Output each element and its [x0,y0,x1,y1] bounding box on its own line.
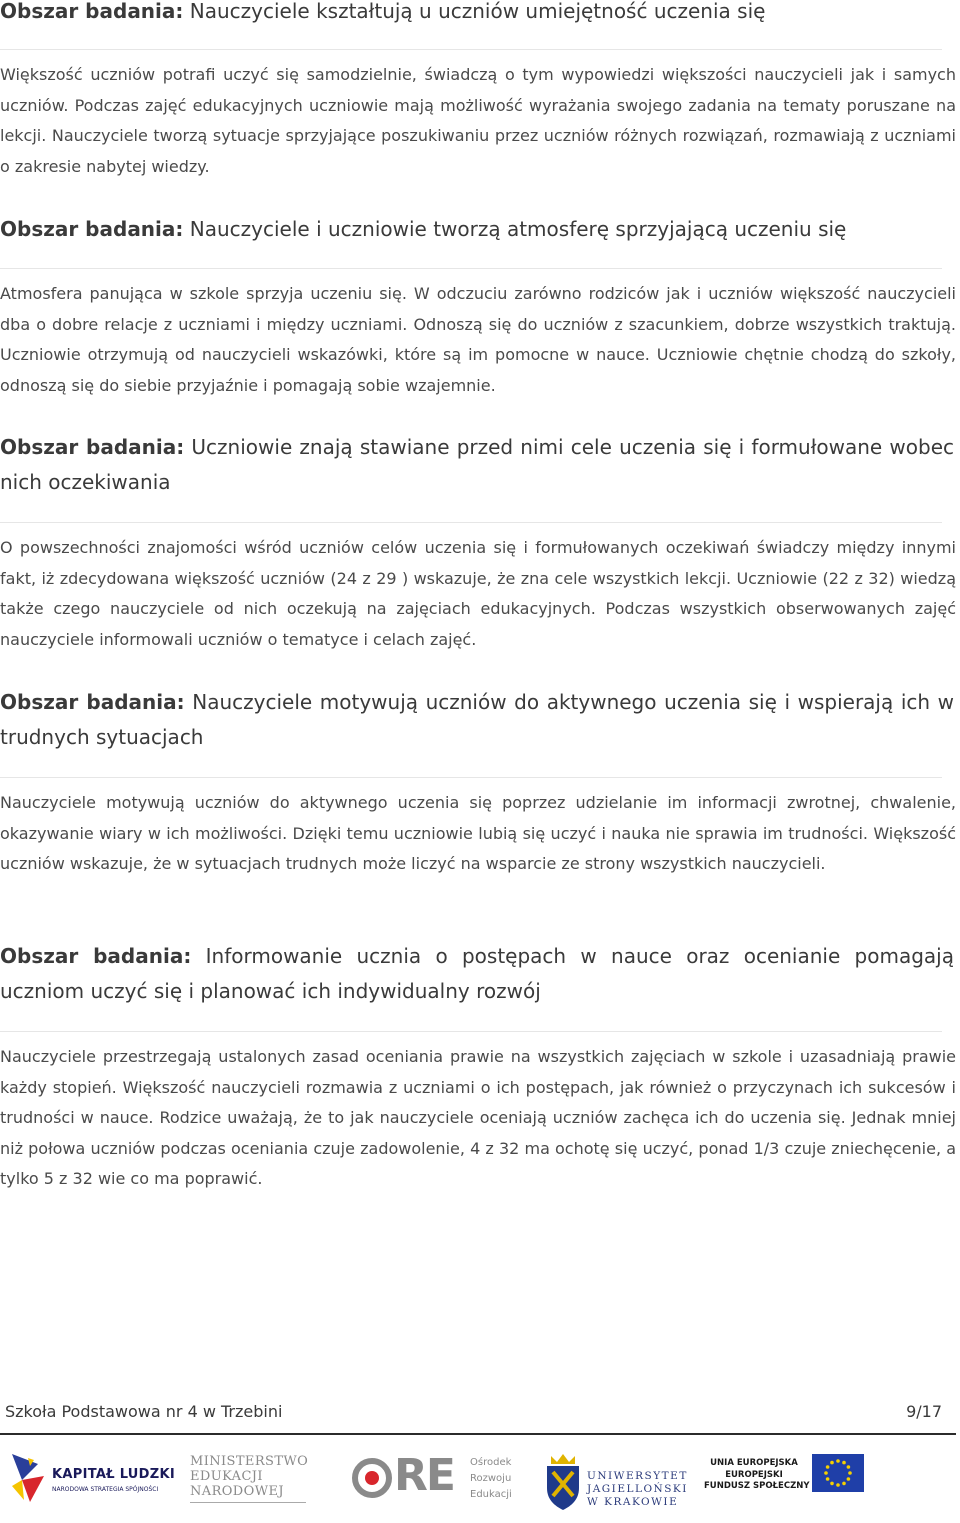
heading-title: Nauczyciele i uczniowie tworzą atmosferę sprzyjającą uczeniu się [189,217,847,241]
section-text: Nauczyciele motywują uczniów do aktywnego uczenia się poprzez udzielanie im informacji zwrotnej, chwalenie, okazywanie wiary w ich możliwości. Dzięki temu uczniowie lubią się uczyć i nauka nie sprawia im trudności. Większość uczniów wskazuje, że w sytuacjach trudnych może liczyć na wsparcie ze strony wszystkich nauczycieli. [0,793,956,873]
eu-line-3: FUNDUSZ SPOŁECZNY [704,1481,810,1491]
footer-divider [0,1433,956,1435]
men-logo [190,1440,310,1518]
uj-line-2: JAGIELLOŃSKI [587,1483,688,1495]
kapital-ludzki-title: KAPITAŁ LUDZKI [52,1467,175,1482]
footer-school-name: Szkoła Podstawowa nr 4 w Trzebini [5,1402,283,1421]
sponsor-logos [0,1440,960,1518]
ore-mark: RE [394,1450,454,1501]
eu-line-2: EUROPEJSKI [725,1470,783,1480]
uj-line-1: UNIWERSYTET [587,1470,688,1482]
ore-logo [350,1440,520,1518]
section-heading [0,939,958,1009]
heading-label: Obszar badania: [0,217,184,241]
section-text: O powszechności znajomości wśród uczniów celów uczenia się i formułowanych oczekiwań świadczy między innymi fakt, iż zdecydowana większość uczniów (24 z 29 ) wskazuje, że zna cele wszystkich lekcji. Uczniowie (22 z 32) wiedzą także czego nauczyciele od nich oczekują na zajęciach edukacyjnych. Podczas wszystkich obserwowanych zajęć nauczyciele informowali uczniów o tematyce i celach zajęć. [0,538,956,649]
heading-title: Nauczyciele motywują uczniów do aktywnego uczenia się i wspierają ich w trudnych sytuacjach [0,690,955,749]
section-heading [0,0,769,29]
men-underline [190,1502,306,1503]
men-line-3: NARODOWEJ [190,1484,284,1499]
uj-crest-icon [545,1452,581,1512]
men-line-2: EDUKACJI [190,1469,263,1484]
section-heading [0,685,958,755]
section-divider [0,522,942,523]
section-divider [0,1031,942,1032]
uj-logo [545,1440,688,1518]
kapital-ludzki-logo [8,1440,175,1518]
heading-label: Obszar badania: [0,944,192,968]
footer-page-number: 9/17 [906,1402,942,1421]
eu-flag-icon [812,1454,864,1492]
ore-line-3: Edukacji [470,1489,512,1500]
heading-title: Nauczyciele kształtują u uczniów umiejętność uczenia się [189,0,766,23]
ore-o-icon [350,1456,394,1500]
heading-label: Obszar badania: [0,0,184,23]
section-divider [0,268,942,269]
eu-logo [700,1440,870,1518]
section-text: Większość uczniów potrafi uczyć się samodzielnie, świadczą o tym wypowiedzi większości nauczycieli jak i samych uczniów. Podczas zajęć edukacyjnych uczniowie mają możliwość wyrażania swojego zadania na tematy poruszane na lekcji. Nauczyciele tworzą sytuacje sprzyjające poszukiwaniu przez uczniów różnych rozwiązań, rozmawiają z uczniami o zakresie nabytej wiedzy. [0,65,956,176]
section-text: Atmosfera panująca w szkole sprzyja uczeniu się. W odczuciu zarówno rodziców jak i uczniów większość nauczycieli dba o dobre relacje z uczniami i między uczniami. Odnoszą się do uczniów z szacunkiem, dobrze wszystkich traktują. Uczniowie otrzymują od nauczycieli wskazówki, które są im pomocne w nauce. Uczniowie chętnie chodzą do szkoły, odnoszą się do siebie przyjaźnie i pomagają sobie wzajemnie. [0,284,956,395]
men-line-1: MINISTERSTWO [190,1454,309,1469]
section-heading [0,430,958,500]
heading-label: Obszar badania: [0,435,185,459]
heading-label: Obszar badania: [0,690,185,714]
heading-title: Uczniowie znają stawiane przed nimi cele uczenia się i formułowane wobec nich oczekiwania [0,435,955,494]
kapital-ludzki-subtitle: NARODOWA STRATEGIA SPÓJNOŚCI [52,1486,159,1493]
section-text: Nauczyciele przestrzegają ustalonych zasad oceniania prawie na wszystkich zajęciach w szkole i uzasadniają prawie każdy stopień. Większość nauczycieli rozmawia z uczniami o ich postępach, jak również o przyczynach ich sukcesów i trudności w nauce. Rodzice uważają, że to jak nauczyciele oceniają uczniów zachęca ich do uczenia się. Jednak mniej niż połowa uczniów podczas oceniania czuje zadowolenie, 4 z 32 ma ochotę się uczyć, ponad 1/3 czuje zniechęcenie, a tylko 5 z 32 wie co ma poprawić. [0,1047,956,1188]
section-heading [0,212,850,247]
section-divider [0,49,942,50]
eu-line-1: UNIA EUROPEJSKA [710,1458,798,1468]
ore-line-1: Ośrodek [470,1457,512,1468]
kapital-ludzki-icon [8,1450,48,1506]
heading-title: Informowanie ucznia o postępach w nauce oraz ocenianie pomagają uczniom uczyć się i planować ich indywidualny rozwój [0,944,954,1003]
section-divider [0,777,942,778]
uj-line-3: W KRAKOWIE [587,1496,679,1508]
ore-line-2: Rozwoju [470,1473,512,1484]
